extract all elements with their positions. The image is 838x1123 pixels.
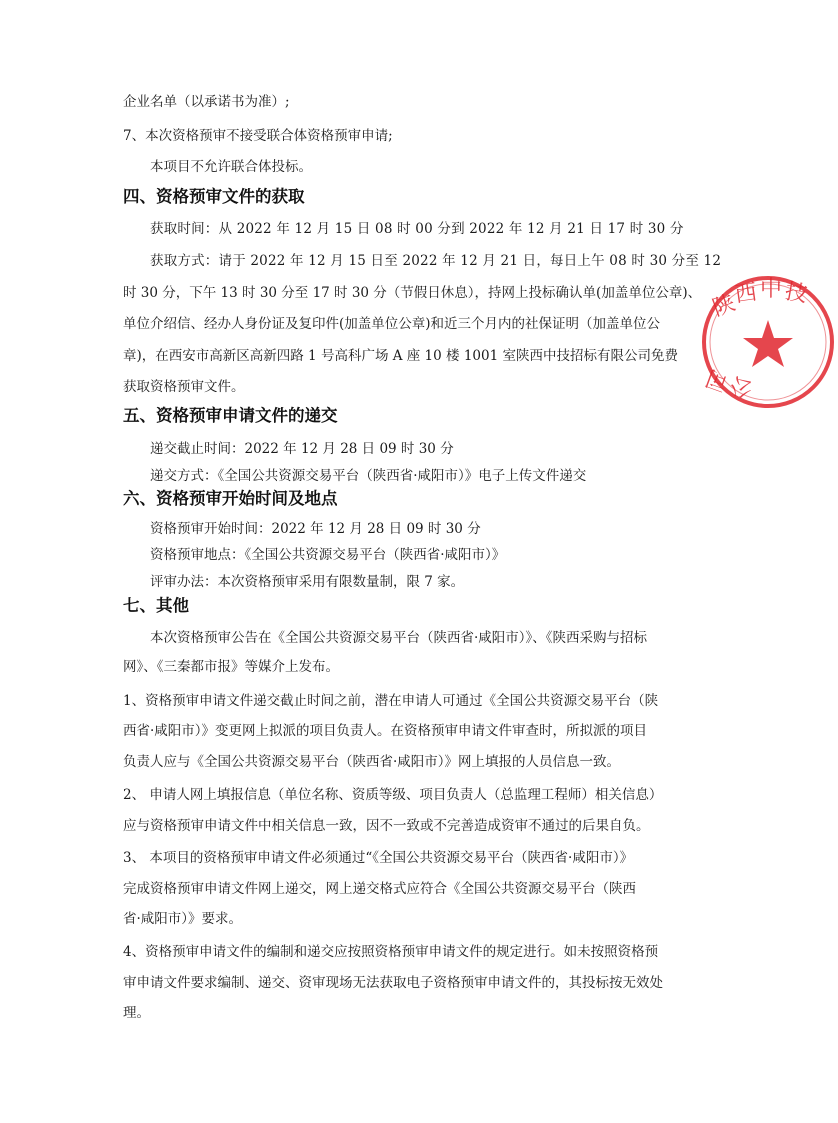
text-line: 2、 申请人网上填报信息（单位名称、资质等级、项目负责人（总监理工程师）相关信息） — [123, 787, 663, 803]
text-line: 资格预审开始时间：2022 年 12 月 28 日 09 时 30 分 — [150, 521, 481, 537]
text-line: 负责人应与《全国公共资源交易平台（陕西省·咸阳市）》网上填报的人员信息一致。 — [123, 754, 621, 770]
text-line: 省·咸阳市）》要求。 — [123, 911, 243, 927]
svg-text:司: 司 — [702, 363, 732, 395]
section-heading: 五、资格预审申请文件的递交 — [123, 406, 338, 425]
text-line: 应与资格预审申请文件中相关信息一致，因不一致或不完善造成资审不通过的后果自负。 — [123, 818, 650, 834]
text-line: 1、资格预审申请文件递交截止时间之前，潜在申请人可通过《全国公共资源交易平台（陕 — [123, 693, 659, 709]
section-heading: 七、其他 — [123, 596, 189, 615]
svg-text:技: 技 — [782, 279, 809, 308]
text-line: 本项目不允许联合体投标。 — [150, 159, 312, 175]
svg-text:公: 公 — [726, 370, 757, 402]
text-line: 时 30 分，下午 13 时 30 分至 17 时 30 分（节假日休息），持网上投标确认单(加盖单位公章)、 — [123, 285, 702, 301]
text-line: 章)，在西安市高新区高新四路 1 号高科广场 A 座 10 楼 1001 室陕西中技招标有限公司免费 — [123, 348, 678, 364]
text-line: 获取时间：从 2022 年 12 月 15 日 08 时 00 分到 2022 年 12 月 21 日 17 时 30 分 — [150, 221, 684, 237]
section-heading: 六、资格预审开始时间及地点 — [123, 489, 338, 508]
text-line: 获取方式：请于 2022 年 12 月 15 日至 2022 年 12 月 21 日，每日上午 08 时 30 分至 12 — [150, 253, 722, 269]
text-line: 递交方式：《全国公共资源交易平台（陕西省·咸阳市）》电子上传文件递交 — [150, 468, 587, 484]
text-line: 获取资格预审文件。 — [123, 379, 245, 395]
text-line: 本次资格预审公告在《全国公共资源交易平台（陕西省·咸阳市）》、《陕西采购与招标 — [150, 630, 648, 646]
text-line: 评审办法：本次资格预审采用有限数量制，限 7 家。 — [150, 574, 465, 590]
text-line: 7、本次资格预审不接受联合体资格预审申请; — [123, 128, 393, 144]
text-line: 审申请文件要求编制、递交、资审现场无法获取电子资格预审申请文件的，其投标按无效处 — [123, 975, 663, 991]
text-line: 4、资格预审申请文件的编制和递交应按照资格预审申请文件的规定进行。如未按照资格预 — [123, 944, 659, 960]
svg-text:中: 中 — [760, 277, 783, 302]
text-line: 理。 — [123, 1005, 150, 1021]
text-line: 单位介绍信、经办人身份证及复印件(加盖单位公章)和近三个月内的社保证明（加盖单位公 — [123, 316, 661, 332]
svg-text:西: 西 — [733, 280, 759, 308]
text-line: 递交截止时间：2022 年 12 月 28 日 09 时 30 分 — [150, 441, 454, 457]
section-heading: 四、资格预审文件的获取 — [123, 187, 305, 206]
svg-text:陕: 陕 — [709, 290, 739, 322]
text-line: 3、 本项目的资格预审申请文件必须通过“《全国公共资源交易平台（陕西省·咸阳市）》 — [123, 850, 634, 866]
text-line: 企业名单（以承诺书为准）; — [123, 94, 290, 110]
text-line: 网》、《三秦都市报》等媒介上发布。 — [123, 659, 339, 675]
text-line: 完成资格预审申请文件网上递交，网上递交格式应符合《全国公共资源交易平台（陕西 — [123, 881, 636, 897]
company-seal-icon — [698, 258, 838, 428]
text-line: 资格预审地点：《全国公共资源交易平台（陕西省·咸阳市）》 — [150, 547, 506, 563]
text-line: 西省·咸阳市）》变更网上拟派的项目负责人。在资格预审申请文件审查时，所拟派的项目 — [123, 723, 648, 739]
